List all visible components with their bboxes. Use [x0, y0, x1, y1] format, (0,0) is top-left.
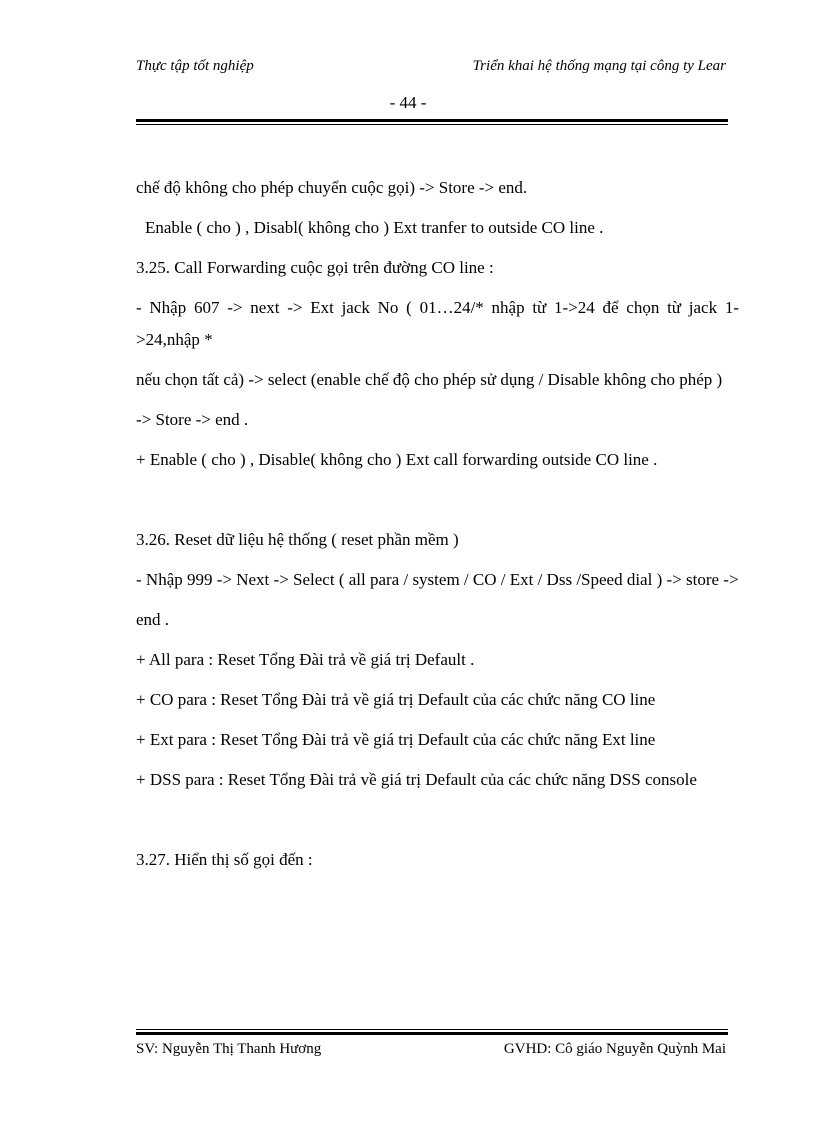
paragraph-spacer — [136, 484, 739, 524]
section-heading: 3.26. Reset dữ liệu hệ thống ( reset phần mềm ) — [136, 530, 459, 549]
body-line: end . — [136, 610, 170, 629]
body-line: + Enable ( cho ) , Disable( không cho ) Ext call forwarding outside CO line . — [136, 450, 658, 469]
footer-rule — [136, 1029, 728, 1035]
footer-supervisor-name: GVHD: Cô giáo Nguyễn Quỳnh Mai — [503, 1041, 726, 1057]
header-right-text: Triển khai hệ thống mạng tại công ty Lear — [472, 58, 726, 74]
body-line: + Ext para : Reset Tổng Đài trả về giá trị Default của các chức năng Ext line — [136, 730, 656, 749]
body-line: -> Store -> end . — [136, 410, 249, 429]
body-line: Enable ( cho ) , Disabl( không cho ) Ext tranfer to outside CO line . — [145, 218, 604, 237]
body-line: - Nhập 607 -> next -> Ext jack No ( 01…24/* nhập từ 1->24 để chọn từ jack 1->24,nhập * — [136, 298, 739, 349]
body-line: + All para : Reset Tổng Đài trả về giá trị Default . — [136, 650, 475, 669]
footer-student-name: SV: Nguyễn Thị Thanh Hương — [136, 1041, 322, 1057]
paragraph-spacer — [136, 804, 739, 844]
section-heading: 3.25. Call Forwarding cuộc gọi trên đường CO line : — [136, 258, 494, 277]
header-left-text: Thực tập tốt nghiệp — [136, 58, 254, 74]
header-rule — [136, 119, 728, 125]
body-line: - Nhập 999 -> Next -> Select ( all para / system / CO / Ext / Dss /Speed dial ) -> store -> — [136, 570, 739, 589]
section-heading: 3.27. Hiển thị số gọi đến : — [136, 850, 313, 869]
body-line: + DSS para : Reset Tổng Đài trả về giá trị Default của các chức năng DSS console — [136, 770, 697, 789]
body-line: chế độ không cho phép chuyển cuộc gọi) -> Store -> end. — [136, 178, 528, 197]
body-line: nếu chọn tất cả) -> select (enable chế độ cho phép sử dụng / Disable không cho phép ) — [136, 370, 723, 389]
body-text — [136, 172, 739, 884]
body-line: + CO para : Reset Tổng Đài trả về giá trị Default của các chức năng CO line — [136, 690, 656, 709]
page-number: - 44 - — [389, 93, 427, 112]
